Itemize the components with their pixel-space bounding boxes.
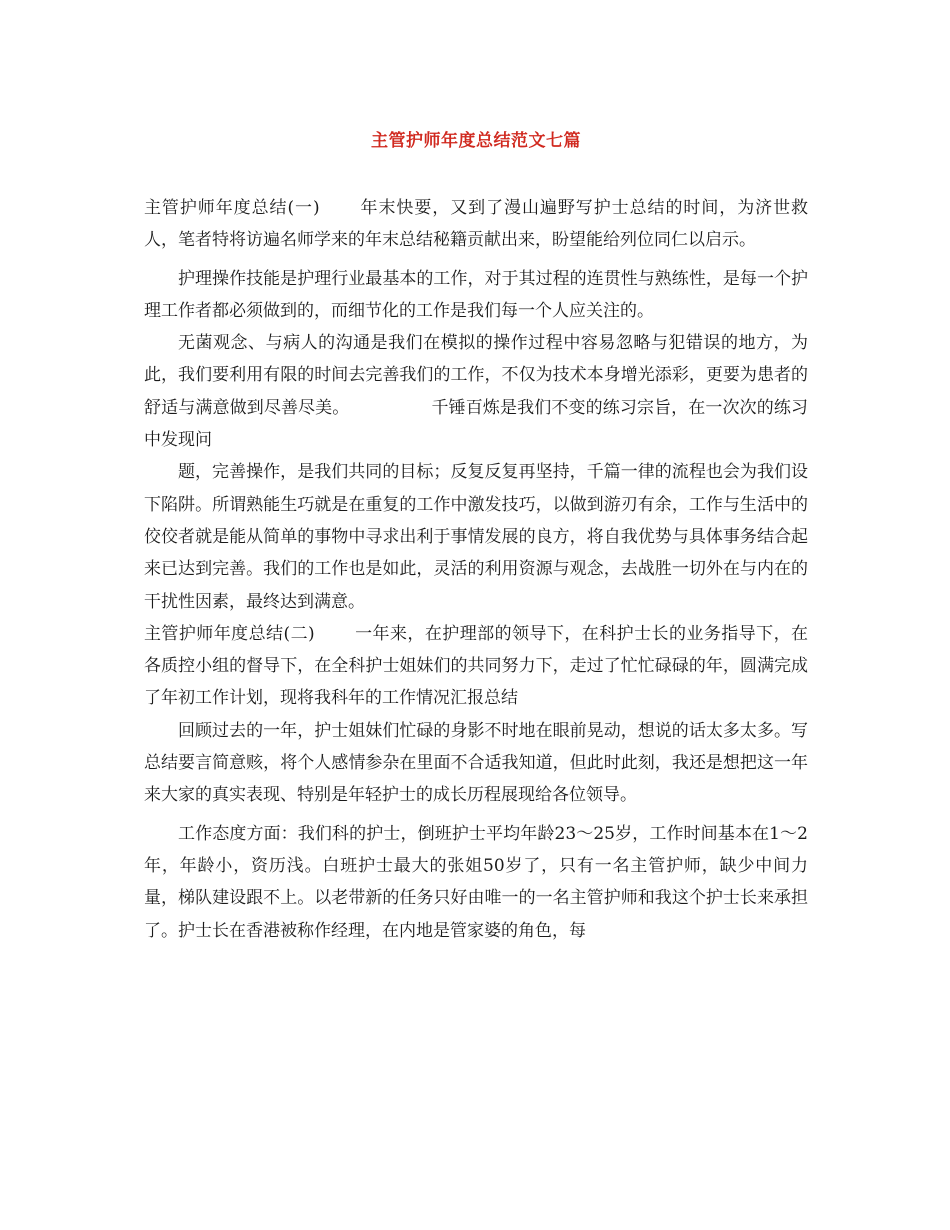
section1-intro: 年末快要，又到了漫山遍野写护士总结的时间，为济世救人，笔者特将访遍名师学来的年末总结秘籍贡献出来，盼望能给列位同仁以启示。: [144, 198, 809, 251]
section2-intro: 一年来，在护理部的领导下，在科护士长的业务指导下，在各质控小组的督导下，在全科护士姐妹们的共同努力下，走过了忙忙碌碌的年，圆满完成了年初工作计划，现将我科年的工作情况汇报总结: [144, 623, 809, 709]
document-body: [144, 192, 808, 947]
document-title: 主管护师年度总结范文七篇: [371, 131, 581, 151]
section1-paragraph-2b: 千锤百炼是我们不变的练习宗旨，在一次次的练习中发现问: [144, 397, 809, 451]
section1-paragraph-1: 护理操作技能是护理行业最基本的工作，对于其过程的连贯性与熟练性，是每一个护理工作者都必须做到的，而细节化的工作是我们每一个人应关注的。: [144, 268, 808, 321]
section1-paragraph-3: 题，完善操作，是我们共同的目标；反复反复再坚持，千篇一律的流程也会为我们设下陷阱。所谓熟能生巧就是在重复的工作中激发技巧，以做到游刃有余，工作与生活中的佼佼者就是能从简单的事物中寻求出利于事情发展的良方，将自我优势与具体事务结合起来已达到完善。我们的工作也是如此，灵活的利用资源与观念，去战胜一切外在与内在的干扰性因素，最终达到满意。: [144, 462, 808, 612]
section1-heading: 主管护师年度总结(一): [144, 198, 320, 218]
section2-paragraph-1: 回顾过去的一年，护士姐妹们忙碌的身影不时地在眼前晃动，想说的话太多太多。写总结要言简意赅，将个人感情参杂在里面不合适我知道，但此时此刻，我还是想把这一年来大家的真实表现、特别是年轻护士的成长历程展现给各位领导。: [144, 720, 808, 806]
section1-paragraph-2: [144, 327, 808, 456]
section2-paragraph-2: 工作态度方面：我们科的护士，倒班护士平均年龄23～25岁，工作时间基本在1～2年，年龄小，资历浅。白班护士最大的张姐50岁了，只有一名主管护师，缺少中间力量，梯队建设跟不上。以老带新的任务只好由唯一的一名主管护师和我这个护士长来承担了。护士长在香港被称作经理，在内地是管家婆的角色，每: [144, 823, 808, 941]
section2-heading: 主管护师年度总结(二): [144, 623, 315, 644]
section2-intro-paragraph: [144, 618, 808, 715]
section1-paragraph-2a: 无菌观念、与病人的沟通是我们在模拟的操作过程中容易忽略与犯错误的地方，为此，我们要利用有限的时间去完善我们的工作，不仅为技术本身增光添彩，更要为患者的舒适与满意做到尽善尽美。: [144, 333, 808, 418]
section1-intro-paragraph: [144, 192, 808, 257]
